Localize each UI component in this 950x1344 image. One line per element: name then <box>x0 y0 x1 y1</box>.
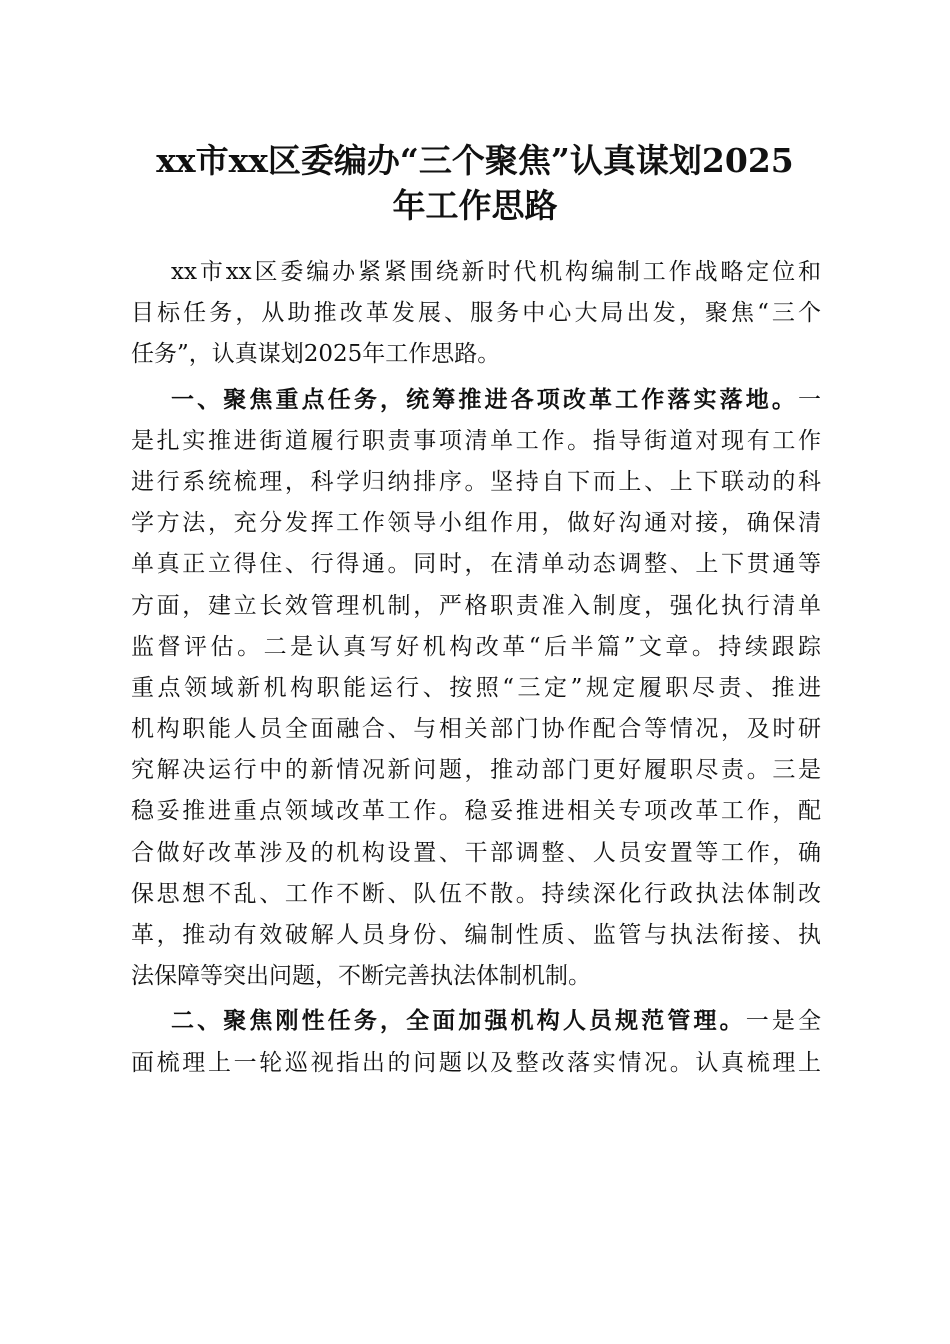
section-2-line: 面梳理上一轮巡视指出的问题以及整改落实情况。认真梳理上 <box>131 1049 821 1076</box>
section-1-line: 法保障等突出问题，不断完善执法体制机制。 <box>131 963 591 990</box>
intro-line: 任务”，认真谋划2025年工作思路。 <box>131 341 501 368</box>
intro-paragraph <box>131 252 821 376</box>
section-1-heading: 一、聚焦重点任务，统筹推进各项改革工作落实落地。 <box>171 386 798 413</box>
section-1-line: 究解决运行中的新情况新问题，推动部门更好履职尽责。三是 <box>131 757 821 784</box>
section-1-line: 合做好改革涉及的机构设置、干部调整、人员安置等工作，确 <box>131 839 821 866</box>
section-1-line: 学方法，充分发挥工作领导小组作用，做好沟通对接，确保清 <box>131 510 821 537</box>
section-1-line: 稳妥推进重点领域改革工作。稳妥推进相关专项改革工作，配 <box>131 798 821 825</box>
section-1-line: 方面，建立长效管理机制，严格职责准入制度，强化执行清单 <box>131 592 821 619</box>
section-1-line: 保思想不乱、工作不断、队伍不散。持续深化行政执法体制改 <box>131 880 821 907</box>
section-2-first-line-rest: 一是全 <box>745 1008 821 1035</box>
section-1-paragraph <box>131 380 821 998</box>
section-1-line: 重点领域新机构职能运行、按照“三定”规定履职尽责、推进 <box>131 674 821 701</box>
section-1-line: 进行系统梳理，科学归纳排序。坚持自下而上、上下联动的科 <box>131 468 821 495</box>
document-body <box>131 252 821 1084</box>
title-line-2: 年工作思路 <box>392 186 558 225</box>
section-1-first-line-rest: 一 <box>798 386 821 413</box>
section-1-line: 革，推动有效破解人员身份、编制性质、监管与执法衔接、执 <box>131 922 821 948</box>
document-title <box>110 138 840 228</box>
section-1-line: 监督评估。二是认真写好机构改革“后半篇”文章。持续跟踪 <box>131 633 821 660</box>
intro-line: xx市xx区委编办紧紧围绕新时代机构编制工作战略定位和 <box>171 259 821 285</box>
section-1-line: 机构职能人员全面融合、与相关部门协作配合等情况，及时研 <box>131 716 821 743</box>
intro-line: 目标任务，从助推改革发展、服务中心大局出发，聚焦“三个 <box>131 300 821 327</box>
section-2-paragraph <box>131 1001 821 1083</box>
section-2-first-line <box>131 1001 821 1042</box>
section-1-line: 单真正立得住、行得通。同时，在清单动态调整、上下贯通等 <box>131 551 821 578</box>
section-1-first-line <box>131 380 821 421</box>
section-1-line: 是扎实推进街道履行职责事项清单工作。指导街道对现有工作 <box>131 427 821 454</box>
section-2-heading: 二、聚焦刚性任务，全面加强机构人员规范管理。 <box>171 1008 746 1035</box>
title-line-1: xx市xx区委编办“三个聚焦”认真谋划2025 <box>156 141 794 180</box>
